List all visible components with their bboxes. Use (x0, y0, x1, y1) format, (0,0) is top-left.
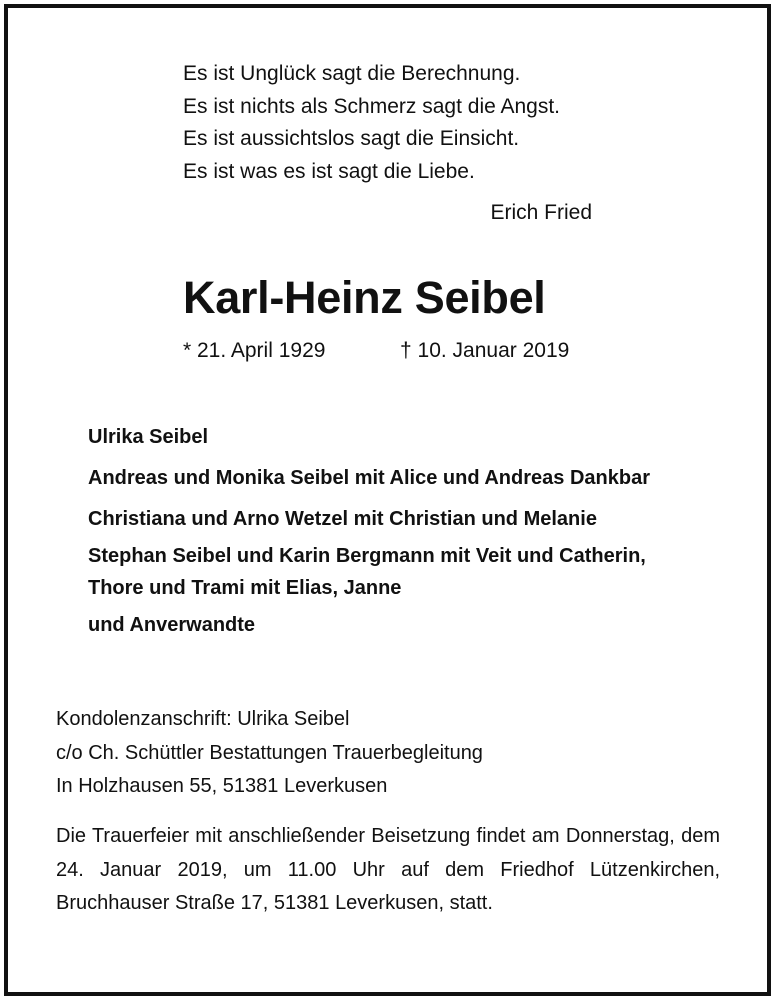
mourner-line: Stephan Seibel und Karin Bergmann mit Veit und Catherin, (88, 545, 646, 567)
mourners-list (88, 420, 748, 642)
poem-line: Es ist nichts als Schmerz sagt die Angst. (183, 94, 560, 118)
mourner-line: Ulrika Seibel (88, 426, 209, 448)
address-line: Kondolenzanschrift: Ulrika Seibel (56, 708, 350, 730)
mourner-line: und Anverwandte (88, 614, 256, 636)
service-notice: Die Trauerfeier mit anschließender Beisetzung findet am Donnerstag, dem 24. Januar 2019, um 11.00 Uhr auf dem Friedhof Lützenkirchen, Bruchhauser Straße 17, 51381 Leverkusen, statt. (56, 825, 720, 914)
poem-line: Es ist aussichtslos sagt die Einsicht. (183, 127, 520, 150)
condolence-address (56, 703, 483, 804)
mourner-line: Andreas und Monika Seibel mit Alice und Andreas Dankbar (88, 467, 650, 489)
birth-date: * 21. April 1929 (183, 339, 326, 362)
address-line: In Holzhausen 55, 51381 Leverkusen (56, 775, 388, 797)
poem-line: Es ist was es ist sagt die Liebe. (183, 159, 475, 183)
death-date: † 10. Januar 2019 (400, 339, 570, 362)
poem-author: Erich Fried (490, 201, 592, 224)
mourner-line: Christiana und Arno Wetzel mit Christian und Melanie (88, 508, 597, 530)
address-line: c/o Ch. Schüttler Bestattungen Trauerbegleitung (56, 741, 483, 764)
poem-line: Es ist Unglück sagt die Berechnung. (183, 62, 521, 85)
mourner-line: Thore und Trami mit Elias, Janne (88, 577, 402, 599)
poem (183, 58, 560, 188)
deceased-name: Karl-Heinz Seibel (183, 272, 546, 323)
